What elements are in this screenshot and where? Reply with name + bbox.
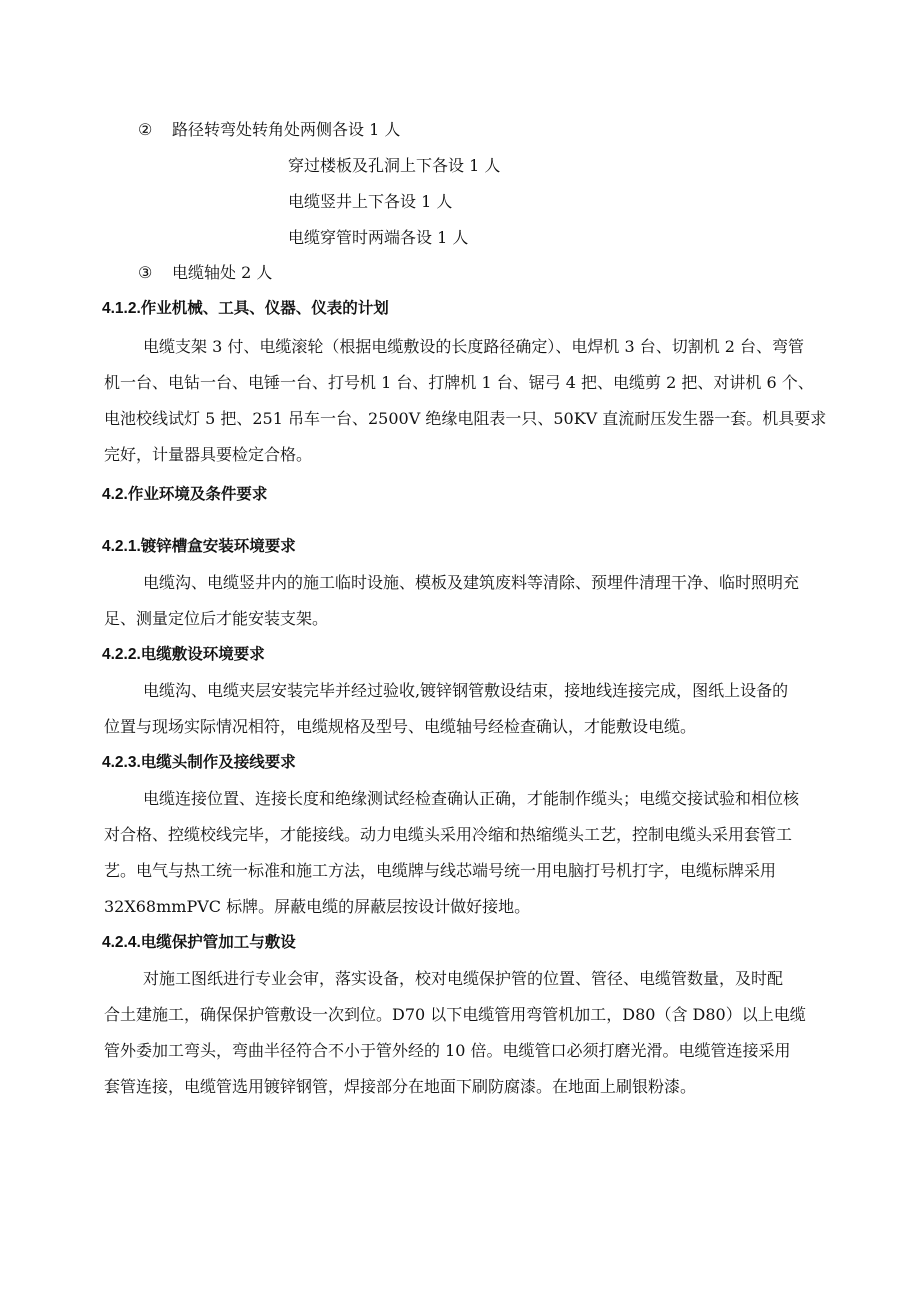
list-marker: ③ [138,263,153,282]
paragraph-line: 32X68mmPVC 标牌。屏蔽电缆的屏蔽层按设计做好接地。 [104,897,531,916]
paragraph-line: 电缆沟、电缆竖井内的施工临时设施、模板及建筑废料等清除、预埋件清理干净、临时照明充 [143,573,800,592]
list-item-2 [138,120,400,140]
paragraph-line: 对合格、控缆校线完毕，才能接线。动力电缆头采用冷缩和热缩缆头工艺，控制电缆头采用套管工 [104,825,793,844]
paragraph-line: 电缆沟、电缆夹层安装完毕并经过验收,镀锌钢管敷设结束，接地线连接完成，图纸上设备的 [143,681,789,700]
paragraph-line: 位置与现场实际情况相符，电缆规格及型号、电缆轴号经检查确认，才能敷设电缆。 [104,717,697,736]
paragraph-line: 足、测量定位后才能安装支架。 [104,609,329,628]
paragraph-line: 电池校线试灯 5 把、251 吊车一台、2500V 绝缘电阻表一只、50KV 直流耐压发生器一套。机具要求 [104,409,827,428]
section-heading-4-1-2: 4.1.2.作业机械、工具、仪器、仪表的计划 [102,300,389,317]
list-item-subline: 电缆竖井上下各设 1 人 [288,192,453,211]
list-item-text: 电缆轴处 2 人 [172,263,273,282]
list-item-subline: 穿过楼板及孔洞上下各设 1 人 [288,156,501,175]
list-item-subline: 电缆穿管时两端各设 1 人 [288,228,469,247]
section-heading-4-2-4: 4.2.4.电缆保护管加工与敷设 [102,934,296,951]
paragraph-line: 管外委加工弯头，弯曲半径符合不小于管外经的 10 倍。电缆管口必须打磨光滑。电缆管连接采用 [104,1041,791,1060]
paragraph-line: 对施工图纸进行专业会审，落实设备，校对电缆保护管的位置、管径、电缆管数量，及时配 [143,969,784,988]
paragraph-line: 合土建施工，确保保护管敷设一次到位。D70 以下电缆管用弯管机加工，D80（含 D80）以上电缆 [104,1005,806,1024]
list-item-text: 路径转弯处转角处两侧各设 1 人 [172,120,401,139]
paragraph-line: 艺。电气与热工统一标准和施工方法，电缆牌与线芯端号统一用电脑打号机打字，电缆标牌采用 [104,861,777,880]
paragraph-line: 电缆支架 3 付、电缆滚轮（根据电缆敷设的长度路径确定）、电焊机 3 台、切割机 2 台、弯管 [143,337,805,356]
paragraph-line: 套管连接，电缆管选用镀锌钢管，焊接部分在地面下刷防腐漆。在地面上刷银粉漆。 [104,1077,697,1096]
section-heading-4-2-3: 4.2.3.电缆头制作及接线要求 [102,754,296,771]
section-heading-4-2: 4.2.作业环境及条件要求 [102,486,268,503]
paragraph-line: 机一台、电钻一台、电锤一台、打号机 1 台、打牌机 1 台、锯弓 4 把、电缆剪 2 把、对讲机 6 个、 [104,373,814,392]
section-heading-4-2-2: 4.2.2.电缆敷设环境要求 [102,646,265,663]
list-item-3 [138,263,272,283]
paragraph-line: 电缆连接位置、连接长度和绝缘测试经检查确认正确，才能制作缆头；电缆交接试验和相位核 [143,789,800,808]
list-marker: ② [138,120,153,139]
paragraph-line: 完好，计量器具要检定合格。 [104,445,313,464]
section-heading-4-2-1: 4.2.1.镀锌槽盒安装环境要求 [102,538,296,555]
